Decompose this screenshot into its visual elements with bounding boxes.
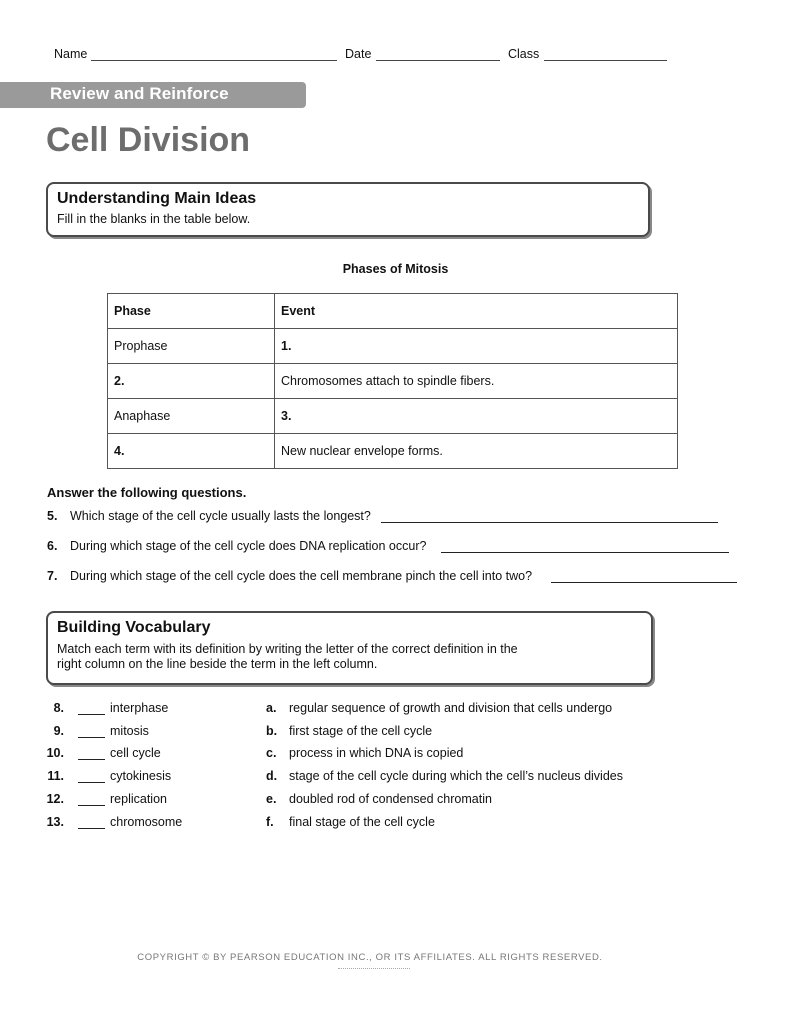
class-label: Class: [508, 47, 540, 61]
event-blank-cell[interactable]: 3.: [275, 399, 678, 434]
page-title: Cell Division: [46, 121, 251, 159]
term-label: cytokinesis: [110, 769, 172, 783]
term-number: 12.: [46, 792, 64, 806]
term-number: 13.: [46, 815, 64, 829]
term-label: cell cycle: [110, 746, 161, 760]
question-number: 7.: [47, 569, 58, 583]
phase-cell: Anaphase: [108, 399, 275, 434]
main-ideas-title: Understanding Main Ideas: [57, 190, 257, 207]
header-event: Event: [275, 294, 678, 329]
answer-blank[interactable]: [78, 724, 105, 738]
definition-text: regular sequence of growth and division that cells undergo: [289, 701, 613, 715]
vocabulary-instructions-line2: right column on the line beside the term in the left column.: [57, 657, 378, 671]
question-text: During which stage of the cell cycle does DNA replication occur?: [70, 539, 427, 553]
table-caption: Phases of Mitosis: [342, 262, 449, 276]
term-number: 8.: [53, 701, 64, 715]
main-ideas-instructions: Fill in the blanks in the table below.: [57, 212, 251, 226]
definition-letter: e.: [266, 792, 277, 806]
term-label: mitosis: [110, 724, 149, 738]
phases-table: [107, 293, 678, 469]
question-number: 5.: [47, 509, 58, 523]
definition-letter: f.: [266, 815, 274, 829]
answer-blank[interactable]: [78, 792, 105, 806]
answer-blank[interactable]: [78, 746, 105, 760]
vocabulary-box: [46, 611, 653, 685]
answer-blank[interactable]: [78, 815, 105, 829]
term-label: chromosome: [110, 815, 183, 829]
class-field[interactable]: [544, 46, 667, 61]
name-label: Name: [54, 47, 88, 61]
vocabulary-title: Building Vocabulary: [57, 619, 211, 636]
header-phase: Phase: [108, 294, 275, 329]
answer-blank[interactable]: [78, 769, 105, 783]
definition-letter: a.: [266, 701, 277, 715]
event-blank-cell[interactable]: 1.: [275, 329, 678, 364]
table-row: [108, 364, 678, 399]
definition-letter: c.: [266, 746, 277, 760]
questions-heading: Answer the following questions.: [47, 485, 247, 500]
definition-text: process in which DNA is copied: [289, 746, 464, 760]
date-field[interactable]: [376, 46, 500, 61]
question-number: 6.: [47, 539, 58, 553]
main-ideas-box: [46, 182, 650, 237]
copyright-notice: COPYRIGHT © BY PEARSON EDUCATION INC., OR ITS AFFILIATES. ALL RIGHTS RESERVED.: [137, 952, 603, 963]
question-text: During which stage of the cell cycle does the cell membrane pinch the cell into two?: [70, 569, 533, 583]
answer-blank[interactable]: [78, 701, 105, 715]
name-field[interactable]: [91, 46, 337, 61]
definition-text: first stage of the cell cycle: [289, 724, 433, 738]
vocabulary-instructions-line1: Match each term with its definition by writing the letter of the correct definition in the: [57, 642, 518, 656]
term-number: 9.: [53, 724, 64, 738]
event-cell: Chromosomes attach to spindle fibers.: [275, 364, 678, 399]
term-label: replication: [110, 792, 167, 806]
table-row: [108, 434, 678, 469]
term-label: interphase: [110, 701, 169, 715]
banner-label: Review and Reinforce: [50, 84, 229, 103]
table-row: [108, 329, 678, 364]
term-number: 10.: [46, 746, 64, 760]
term-number: 11.: [47, 769, 64, 783]
answer-line[interactable]: [551, 568, 737, 583]
definition-letter: d.: [266, 769, 278, 783]
definition-text: doubled rod of condensed chromatin: [289, 792, 492, 806]
date-label: Date: [345, 47, 372, 61]
definition-text: final stage of the cell cycle: [289, 815, 435, 829]
phase-blank-cell[interactable]: 2.: [108, 364, 275, 399]
event-cell: New nuclear envelope forms.: [275, 434, 678, 469]
table-row: [108, 399, 678, 434]
answer-line[interactable]: [441, 538, 729, 553]
question-text: Which stage of the cell cycle usually lasts the longest?: [70, 509, 371, 523]
definition-text: stage of the cell cycle during which the cell’s nucleus divides: [289, 769, 623, 783]
definition-letter: b.: [266, 724, 278, 738]
answer-line[interactable]: [381, 508, 718, 523]
phase-cell: Prophase: [108, 329, 275, 364]
footer-divider: [338, 968, 410, 969]
table-header-row: [108, 294, 678, 329]
phase-blank-cell[interactable]: 4.: [108, 434, 275, 469]
